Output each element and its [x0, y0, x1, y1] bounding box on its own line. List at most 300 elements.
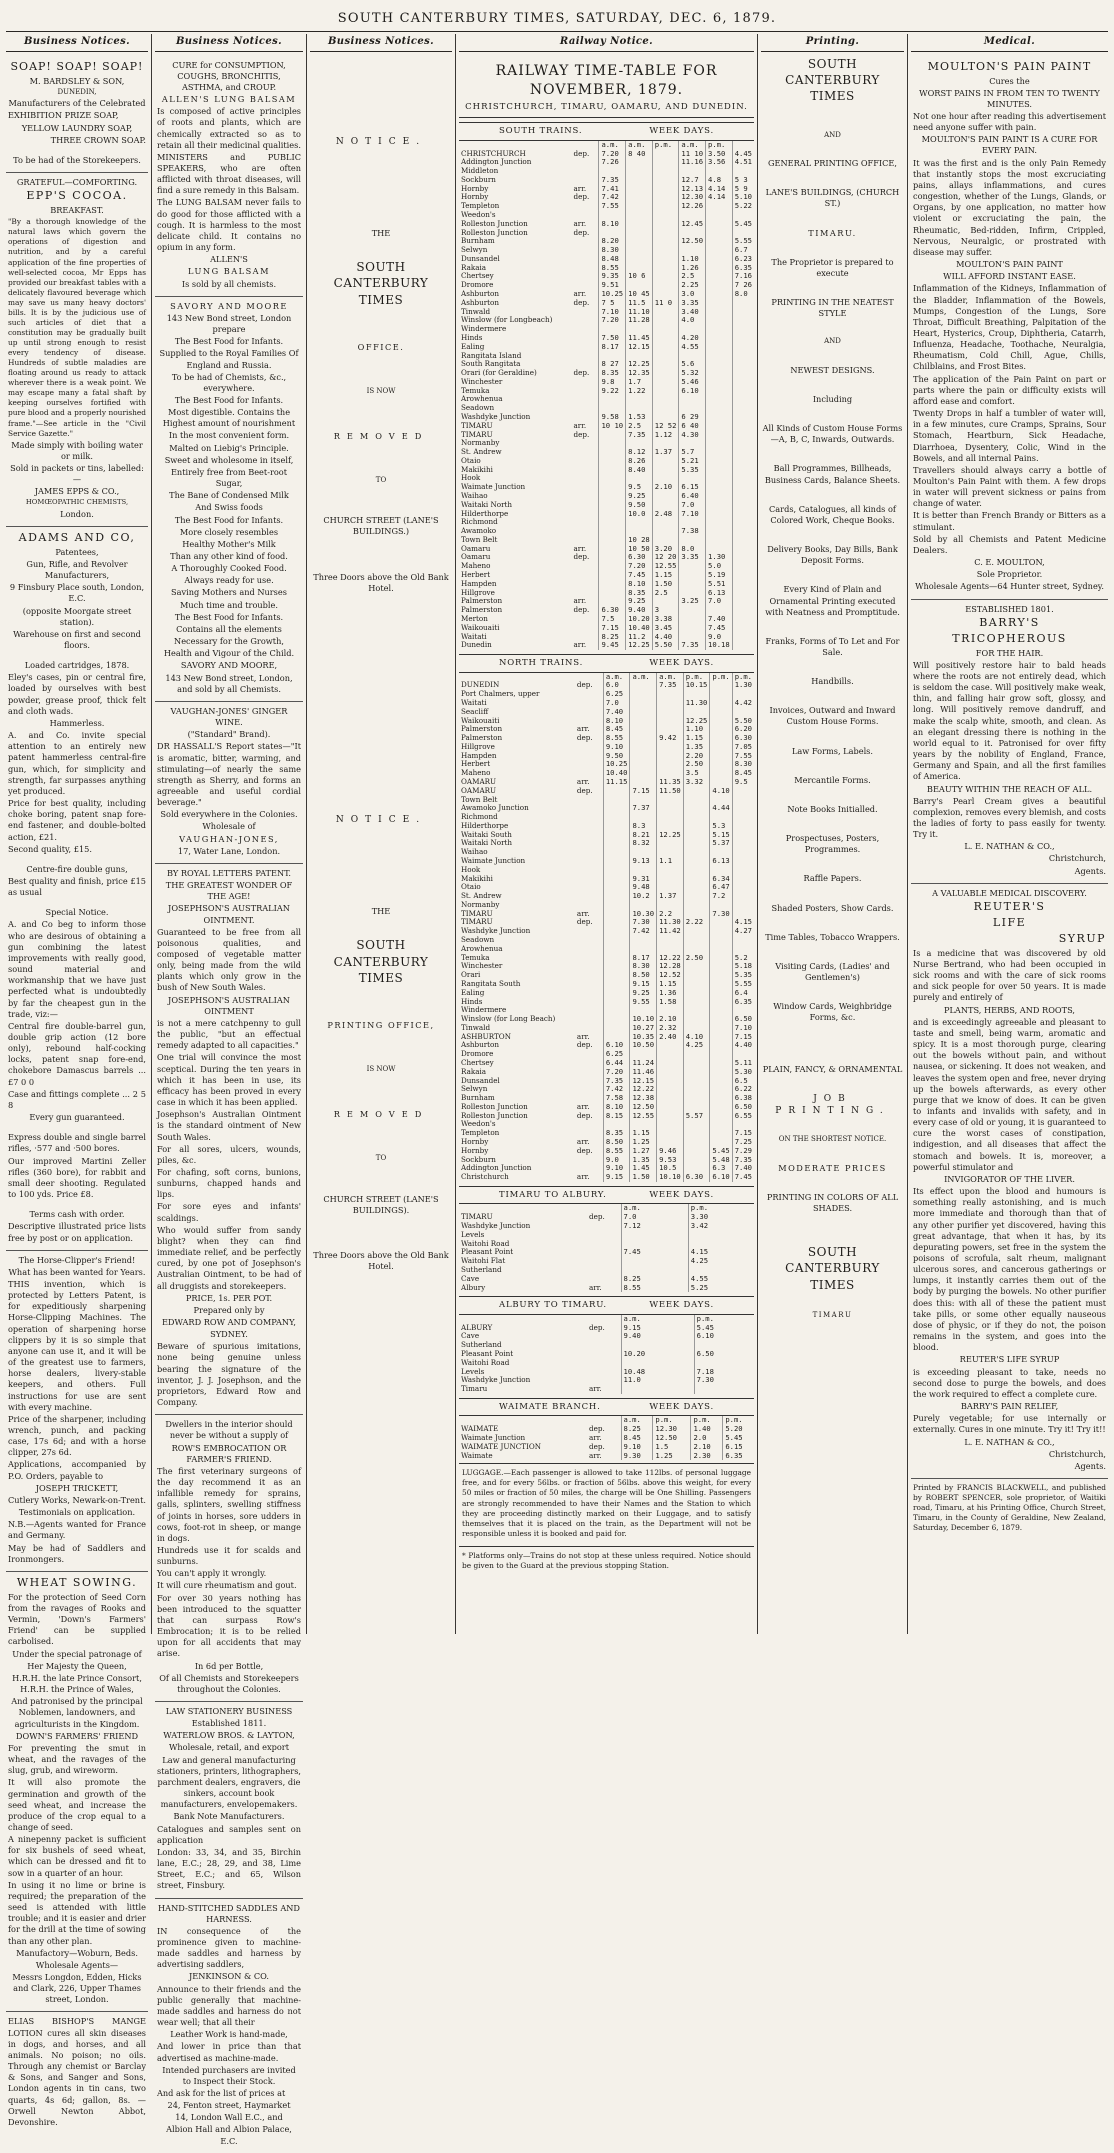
time-cell: 7.15 — [599, 624, 626, 633]
time-cell: 8.55 — [603, 1147, 630, 1156]
time-cell — [710, 1103, 732, 1112]
ad-line: Wholesale of — [202, 821, 256, 832]
ad-line: Barry's Pearl Cream gives a beautiful complexion, removes every blemish, and costs the ladies of forty to pass easily for twenty. Try it. — [913, 795, 1106, 840]
time-cell: 8 40 — [626, 150, 653, 159]
dep-arr-cell — [572, 615, 599, 624]
time-cell: 1.15 — [652, 571, 679, 580]
time-cell: 8.45 — [621, 1434, 653, 1443]
time-cell: 9.58 — [599, 413, 626, 422]
time-cell: 7.40 — [732, 1164, 754, 1173]
dep-arr-cell — [572, 352, 599, 361]
dep-arr-cell — [572, 272, 599, 281]
time-cell — [732, 404, 754, 413]
dep-arr-cell — [575, 857, 603, 866]
time-cell: 1.50 — [652, 580, 679, 589]
ad-line: H.R.H. the late Prince Consort, H.R.H. the Prince of Wales, — [12, 1672, 142, 1695]
table-row — [459, 787, 754, 796]
time-cell — [657, 743, 684, 752]
time-cell — [630, 699, 657, 708]
ad-headline: EPP'S COCOA. — [26, 189, 128, 203]
dep-arr-cell — [575, 971, 603, 980]
ad-headline: ROW'S EMBROCATION OR FARMER'S FRIEND. — [171, 1442, 287, 1464]
station-cell: Chertsey — [461, 1057, 494, 1067]
time-cell: 3.25 — [679, 597, 706, 606]
dep-arr-cell — [572, 343, 599, 352]
time-cell — [599, 545, 626, 554]
time-cell — [732, 501, 754, 510]
station-cell: Waitaki North — [461, 499, 513, 509]
station-cell: Arowhenua — [461, 943, 503, 953]
time-cell — [732, 457, 754, 466]
time-cell: 6.50 — [732, 1015, 754, 1024]
time-cell — [652, 220, 679, 229]
ad-line: Sold in packets or tins, labelled:— — [10, 462, 144, 485]
time-cell — [657, 717, 684, 726]
time-cell: 10 45 — [626, 290, 653, 299]
time-cell: 6.35 — [732, 998, 754, 1007]
timaru-albury-table — [459, 1204, 754, 1292]
masthead-rule — [6, 31, 1108, 32]
time-cell: 7 26 — [732, 281, 754, 290]
time-cell — [732, 536, 754, 545]
time-cell: 8.35 — [599, 369, 626, 378]
time-cell: 9.30 — [621, 1452, 653, 1461]
column-divider — [757, 34, 758, 1634]
station-cell: Waimate Junction — [461, 856, 526, 866]
time-cell: 9.25 — [626, 597, 653, 606]
station-cell: Waimate Junction — [461, 482, 526, 492]
time-cell — [652, 395, 679, 404]
station-cell: Ashburton — [461, 1040, 500, 1050]
time-cell: 8.25 — [621, 1425, 653, 1434]
time-cell — [732, 892, 754, 901]
time-cell: 5.45 — [694, 1324, 754, 1333]
time-cell: a.m. — [621, 1315, 694, 1324]
time-cell — [710, 1068, 732, 1077]
ad-line: Intended purchasers are invited to Inspect their Stock. — [162, 2064, 296, 2086]
dep-arr-cell — [587, 1368, 621, 1377]
ad-epps — [6, 173, 148, 527]
time-cell: 12.30 — [653, 1425, 691, 1434]
station-cell: WAIMATE — [461, 1424, 499, 1434]
station-cell: St. Andrew — [461, 891, 502, 901]
time-cell: 6 40 — [679, 422, 706, 431]
printing-line: PRINTING IN THE NEATEST STYLE — [771, 296, 894, 319]
time-cell: 10.2 — [630, 892, 657, 901]
ad-line: Christchurch, — [1048, 853, 1106, 864]
time-cell: 5.35 — [679, 466, 706, 475]
time-cell — [657, 796, 684, 805]
table-row — [459, 980, 754, 989]
table-row — [459, 1222, 754, 1231]
time-cell — [732, 936, 754, 945]
time-cell: 2.48 — [652, 510, 679, 519]
time-cell — [626, 395, 653, 404]
ad-josephson-ointment — [155, 864, 303, 1415]
station-cell: Waitati — [461, 697, 487, 707]
time-cell — [657, 1112, 684, 1121]
time-cell — [626, 185, 653, 194]
time-cell: 8.55 — [603, 734, 630, 743]
ad-line: WORST PAINS IN FROM TEN TO TWENTY MINUTES. — [919, 87, 1100, 109]
station-cell: Cave — [461, 1273, 480, 1283]
time-cell — [732, 387, 754, 396]
ad-line: ("Standard" Brand). — [187, 729, 271, 740]
time-cell — [652, 343, 679, 352]
time-cell — [710, 927, 732, 936]
time-cell — [706, 474, 733, 483]
ad-line: Agents. — [1074, 1460, 1106, 1471]
time-cell: 2.30 — [691, 1452, 723, 1461]
ad-line: For preventing the smut in wheat, and the ravages of the slug, grub, and wireworm. — [8, 1742, 146, 1776]
station-cell: OAMARU — [461, 776, 497, 786]
ad-line: May be had of Saddlers and Ironmongers. — [8, 1542, 146, 1564]
time-cell: 5.7 — [679, 448, 706, 457]
luggage-notice: LUGGAGE.—Each passenger is allowed to take 112lbs. of personal luggage free, and for every 56lbs. or fraction of 56lbs. above this weight, for every 50 miles or fraction of 50 miles, the charge will be One Shilling. Passengers are strongly recommended to have their Names and the Station to which they are proceeding distinctly marked on their Luggage, and to satisfy themselves that it is placed on the train, as the Department will not be responsible unless it is booked and paid for. — [459, 1463, 754, 1542]
time-cell — [710, 1033, 732, 1042]
time-cell: 12.50 — [630, 1103, 657, 1112]
time-cell: 7.15 — [732, 1033, 754, 1042]
time-cell — [652, 185, 679, 194]
time-cell: 6.15 — [679, 483, 706, 492]
time-cell — [603, 945, 630, 954]
ad-line: Sole Proprietor. — [976, 569, 1043, 580]
time-cell — [706, 536, 733, 545]
time-cell — [732, 804, 754, 813]
time-cell — [652, 237, 679, 246]
time-cell — [657, 1050, 684, 1059]
station-cell: Winslow (for Longbeach) — [461, 315, 553, 325]
time-cell — [732, 580, 754, 589]
time-cell — [706, 316, 733, 325]
ad-line: Who would suffer from sandy blight? when they can find immediate relief, and be perfectly cured, by one pot of Josephson's Australian Ointment, to be had of all druggists and storekeepers. — [157, 1224, 301, 1291]
time-cell — [732, 360, 754, 369]
time-cell — [706, 492, 733, 501]
dep-arr-cell — [575, 883, 603, 892]
ad-line: The Best Food for Infants. — [174, 394, 284, 405]
time-cell: 1.45 — [630, 1164, 657, 1173]
time-cell: 3.45 — [652, 624, 679, 633]
time-cell — [679, 615, 706, 624]
time-cell — [630, 725, 657, 734]
time-cell: 10.18 — [706, 641, 733, 650]
station-cell: Waitaki North — [461, 838, 513, 848]
time-cell: 2.0 — [691, 1434, 723, 1443]
time-cell — [652, 281, 679, 290]
ad-line: For sore eyes and infants' scaldings. — [157, 1201, 301, 1223]
time-cell — [732, 857, 754, 866]
ad-line: Prepared only by — [193, 1304, 265, 1315]
time-cell: 8.35 — [626, 589, 653, 598]
time-cell — [603, 1024, 630, 1033]
time-cell: 1.15 — [657, 980, 684, 989]
time-cell — [732, 413, 754, 422]
time-cell: 6.25 — [603, 1050, 630, 1059]
time-cell: 3.32 — [683, 778, 710, 787]
dep-arr-cell: arr. — [576, 1031, 590, 1041]
station-cell: Sockburn — [461, 1154, 496, 1164]
station-cell: TIMARU — [461, 429, 493, 439]
time-cell — [732, 299, 754, 308]
dep-arr-cell — [572, 483, 599, 492]
column-printing — [761, 34, 904, 1634]
dep-arr-cell — [572, 158, 599, 167]
dep-arr-cell — [587, 1257, 621, 1266]
time-cell — [599, 457, 626, 466]
time-cell: 4.25 — [683, 1041, 710, 1050]
notice-line: CHURCH STREET (LANE'S BUILDINGS). — [323, 1193, 439, 1215]
printing-service-item: Raffle Papers. — [803, 873, 862, 884]
ad-line: L. E. NATHAN & CO., — [964, 841, 1055, 852]
time-cell — [599, 492, 626, 501]
station-cell: Orari (for Geraldine) — [461, 368, 537, 378]
time-cell: 11.15 — [603, 778, 630, 787]
ad-line: The Horse-Clipper's Friend! — [18, 1254, 136, 1265]
time-cell: 9.55 — [630, 998, 657, 1007]
dep-arr-cell: arr. — [589, 1450, 602, 1460]
ad-headline: BARRY'S — [979, 615, 1040, 629]
time-cell: 6.50 — [732, 1103, 754, 1112]
time-cell — [652, 369, 679, 378]
dep-arr-cell: arr. — [576, 1137, 590, 1147]
ad-vaughan-jones — [155, 702, 303, 864]
station-cell: Richmond — [461, 812, 498, 822]
time-cell: 11.45 — [626, 334, 653, 343]
table-row — [459, 1266, 754, 1275]
time-cell — [732, 589, 754, 598]
station-cell: Hilderthorpe — [461, 508, 509, 518]
ad-line: Much time and trouble. — [180, 599, 278, 610]
time-cell — [630, 936, 657, 945]
time-cell: 9.35 — [599, 272, 626, 281]
time-cell — [710, 989, 732, 998]
time-cell: 8.26 — [626, 457, 653, 466]
time-cell: 12.55 — [652, 562, 679, 571]
time-cell — [732, 308, 754, 317]
time-cell — [657, 760, 684, 769]
time-cell — [706, 237, 733, 246]
time-cell: 7.42 — [603, 1085, 630, 1094]
table-row — [459, 989, 754, 998]
time-cell — [732, 369, 754, 378]
time-cell — [599, 431, 626, 440]
ad-line: Wholesale Agents— — [35, 1959, 119, 1970]
time-cell: 7.0 — [603, 699, 630, 708]
ad-moulton-pain-paint — [911, 56, 1108, 600]
time-cell: 6.30 — [626, 553, 653, 562]
ad-body: It was the first and is the only Pain Remedy that instantly stops the most excruciating pains, allays inflammations, and cures congestion, whether of the Lungs, Glands, or Organs, by one application, no matter how violent or excruciating the pain, the Rheumatic, Bed-ridden, Infirm, Crippled, Nervous, Neuralgic, or prostrated with disease may suffer. — [913, 157, 1106, 257]
time-cell — [652, 255, 679, 264]
time-cell: 12.22 — [630, 1085, 657, 1094]
ad-line: JENKINSON & CO. — [188, 1971, 269, 1982]
printing-line: The Proprietor is prepared to execute — [771, 256, 894, 278]
time-cell — [710, 752, 732, 761]
time-cell — [706, 343, 733, 352]
time-cell — [630, 681, 657, 690]
dep-arr-cell: dep. — [573, 148, 590, 158]
time-cell: 9.25 — [626, 492, 653, 501]
station-cell: Washdyke Junction — [461, 411, 531, 421]
time-cell: 11 0 — [652, 299, 679, 308]
time-cell: 11.24 — [630, 1059, 657, 1068]
time-cell — [732, 822, 754, 831]
time-cell: 9.46 — [657, 1147, 684, 1156]
time-cell: 9.0 — [603, 1156, 630, 1165]
time-cell — [599, 589, 626, 598]
table-row — [459, 422, 754, 431]
ad-line: In using it no lime or brine is required; the preparation of the seed is attended with little trouble; and it is easier and drier for the drill at the time of sowing than any other plan. — [8, 1879, 146, 1946]
ad-line: It will also promote the germination and growth of the seed wheat, and increase the produce of the crop equal to a change of seed. — [8, 1777, 146, 1832]
printing-heading: JOB PRINTING. — [775, 1093, 890, 1116]
time-cell: 2.5 — [652, 589, 679, 598]
time-cell — [657, 875, 684, 884]
table-row — [459, 936, 754, 945]
table-row — [459, 866, 754, 875]
notice-heading: NOTICE. — [335, 814, 427, 825]
time-cell — [630, 743, 657, 752]
time-cell: 5.2 — [732, 954, 754, 963]
ad-line: Every gun guaranteed. — [29, 1112, 125, 1123]
ad-line: Gun, Rifle, and Revolver Manufacturers, — [26, 558, 128, 581]
time-cell: p.m. — [688, 1204, 754, 1213]
station-cell: Albury — [461, 1282, 486, 1292]
time-cell: 8.10 — [626, 580, 653, 589]
time-cell — [732, 343, 754, 352]
table-label: TIMARU TO ALBURY. — [499, 1189, 607, 1200]
ad-soap — [6, 56, 148, 173]
dep-arr-cell — [572, 580, 599, 589]
time-cell — [732, 796, 754, 805]
station-cell: Awamoko — [461, 526, 497, 536]
time-cell: 8.48 — [599, 255, 626, 264]
time-cell: 11.0 — [621, 1376, 694, 1385]
printing-paper-name: SOUTH CANTERBURY TIMES — [785, 56, 880, 104]
time-cell — [706, 422, 733, 431]
ad-line: MOULTON'S PAIN PAINT IS A CURE FOR EVERY PAIN. — [921, 134, 1098, 156]
time-cell: 8.0 — [679, 545, 706, 554]
station-cell: Palmerston — [461, 724, 503, 734]
station-cell: Dunsandel — [461, 1075, 500, 1085]
time-cell — [710, 1120, 732, 1129]
time-cell — [710, 954, 732, 963]
time-cell — [732, 839, 754, 848]
time-cell — [732, 571, 754, 580]
time-cell — [683, 989, 710, 998]
ad-barrys-tricopherous — [911, 600, 1108, 884]
time-cell — [603, 857, 630, 866]
time-cell — [599, 518, 626, 527]
ad-line: BEAUTY WITHIN THE REACH OF ALL. — [926, 783, 1093, 794]
ad-body: ELIAS BISHOP'S MANGE LOTION cures all skin diseases in dogs, and horses, and all animals. No poison; no oils. Through any chemist or Barclay & Sons, and Sanger and Sons, London agents in tin cans, two quarts, 4s 6d; gallon, 8s. —Orwell Newton Abbot, Devonshire. — [8, 2016, 146, 2127]
dep-arr-cell — [575, 1059, 603, 1068]
notice-line: IS NOW — [366, 1065, 396, 1074]
notice-line: REMOVED — [333, 430, 429, 441]
ad-adams — [6, 527, 148, 1251]
dep-arr-cell — [575, 752, 603, 761]
station-cell: Dunedin — [461, 640, 492, 650]
ad-line: JOSEPH TRICKETT, — [35, 1482, 119, 1493]
time-cell: p.m. — [710, 673, 732, 682]
time-cell: 11.46 — [630, 1068, 657, 1077]
ad-line: YELLOW LAUNDRY SOAP, — [21, 122, 133, 133]
station-cell: Addington Junction — [461, 1163, 532, 1173]
time-cell — [732, 492, 754, 501]
time-cell — [603, 1006, 630, 1015]
time-cell: 5.25 — [688, 1284, 754, 1293]
time-cell — [706, 431, 733, 440]
time-cell: 2.22 — [683, 918, 710, 927]
station-cell: Washdyke Junction — [461, 926, 531, 936]
time-cell — [683, 813, 710, 822]
ad-line: Dwellers in the interior should never be without a supply of — [165, 1419, 293, 1441]
table-row — [459, 1173, 754, 1182]
time-cell — [599, 562, 626, 571]
time-cell — [732, 813, 754, 822]
column-business-1 — [6, 34, 148, 2127]
time-cell: 1.26 — [679, 264, 706, 273]
station-cell: Palmerston — [461, 596, 503, 606]
ad-line: Loaded cartridges, 1878. — [24, 660, 130, 671]
ad-line: MOULTON'S PAIN PAINT — [956, 259, 1063, 270]
station-cell: Weedon's — [461, 1119, 496, 1129]
ad-line: JOSEPHSON'S AUSTRALIAN OINTMENT — [168, 994, 290, 1016]
dep-arr-cell — [575, 1085, 603, 1094]
time-cell — [603, 787, 630, 796]
time-cell: 5.19 — [706, 571, 733, 580]
dep-arr-cell — [572, 395, 599, 404]
time-cell: 1.50 — [630, 1173, 657, 1182]
station-cell: Tinwald — [461, 306, 491, 316]
north-trains-table — [459, 673, 754, 1182]
time-cell — [732, 641, 754, 650]
time-cell: 10.25 — [599, 290, 626, 299]
time-cell — [652, 325, 679, 334]
dep-arr-cell — [575, 927, 603, 936]
time-cell: 10.10 — [657, 1173, 684, 1182]
ad-line: Is sold by all chemists. — [181, 278, 277, 289]
time-cell — [683, 1138, 710, 1147]
time-cell — [679, 571, 706, 580]
ad-body: THIS invention, which is protected by Letters Patent, is for expeditiously sharpening Horse-Clipping Machines. The operation of sharpening horse clippers by it is so simple that anyone can use it, and it will be of the greatest use to farmers, horse dealers, livery-stable keepers, and others. Full instructions for use are sent with every machine. — [8, 1278, 146, 1412]
time-cell: 7.42 — [630, 927, 657, 936]
time-cell — [599, 395, 626, 404]
station-cell: Hornby — [461, 1137, 489, 1147]
notice-paper-name: SOUTH CANTERBURY TIMES — [333, 938, 429, 985]
time-cell — [706, 457, 733, 466]
ad-line: Guaranteed to be free from all poisonous qualities, and composed of vegetable matter only, being made from the wild plants which only grow in the bush of New South Wales. — [157, 926, 301, 993]
time-cell: a.m. — [603, 673, 630, 682]
time-cell — [710, 760, 732, 769]
time-cell: 11.28 — [626, 316, 653, 325]
time-cell — [710, 1129, 732, 1138]
time-cell: 8.12 — [626, 448, 653, 457]
dep-arr-cell — [575, 839, 603, 848]
ad-line: Josephson's Australian Ointment is the standard ointment of New South Wales. — [157, 1109, 301, 1142]
table-row — [459, 483, 754, 492]
time-cell: 6.10 — [603, 1041, 630, 1050]
ad-line: Travellers should always carry a bottle of Moulton's Pain Paint with them. A few drops in water will prevent sickness or pains from change of water. — [913, 464, 1106, 509]
printing-line: AND — [824, 337, 841, 346]
notice-heading: NOTICE. — [335, 136, 427, 147]
dep-arr-cell — [572, 237, 599, 246]
table-row — [459, 1204, 754, 1213]
ad-headline: SYRUP — [1058, 931, 1106, 945]
dep-arr-cell: arr. — [573, 183, 587, 193]
time-cell: 6.20 — [732, 725, 754, 734]
notice-line: REMOVED — [333, 1108, 429, 1119]
time-cell — [599, 448, 626, 457]
column-business-2 — [155, 34, 303, 2146]
